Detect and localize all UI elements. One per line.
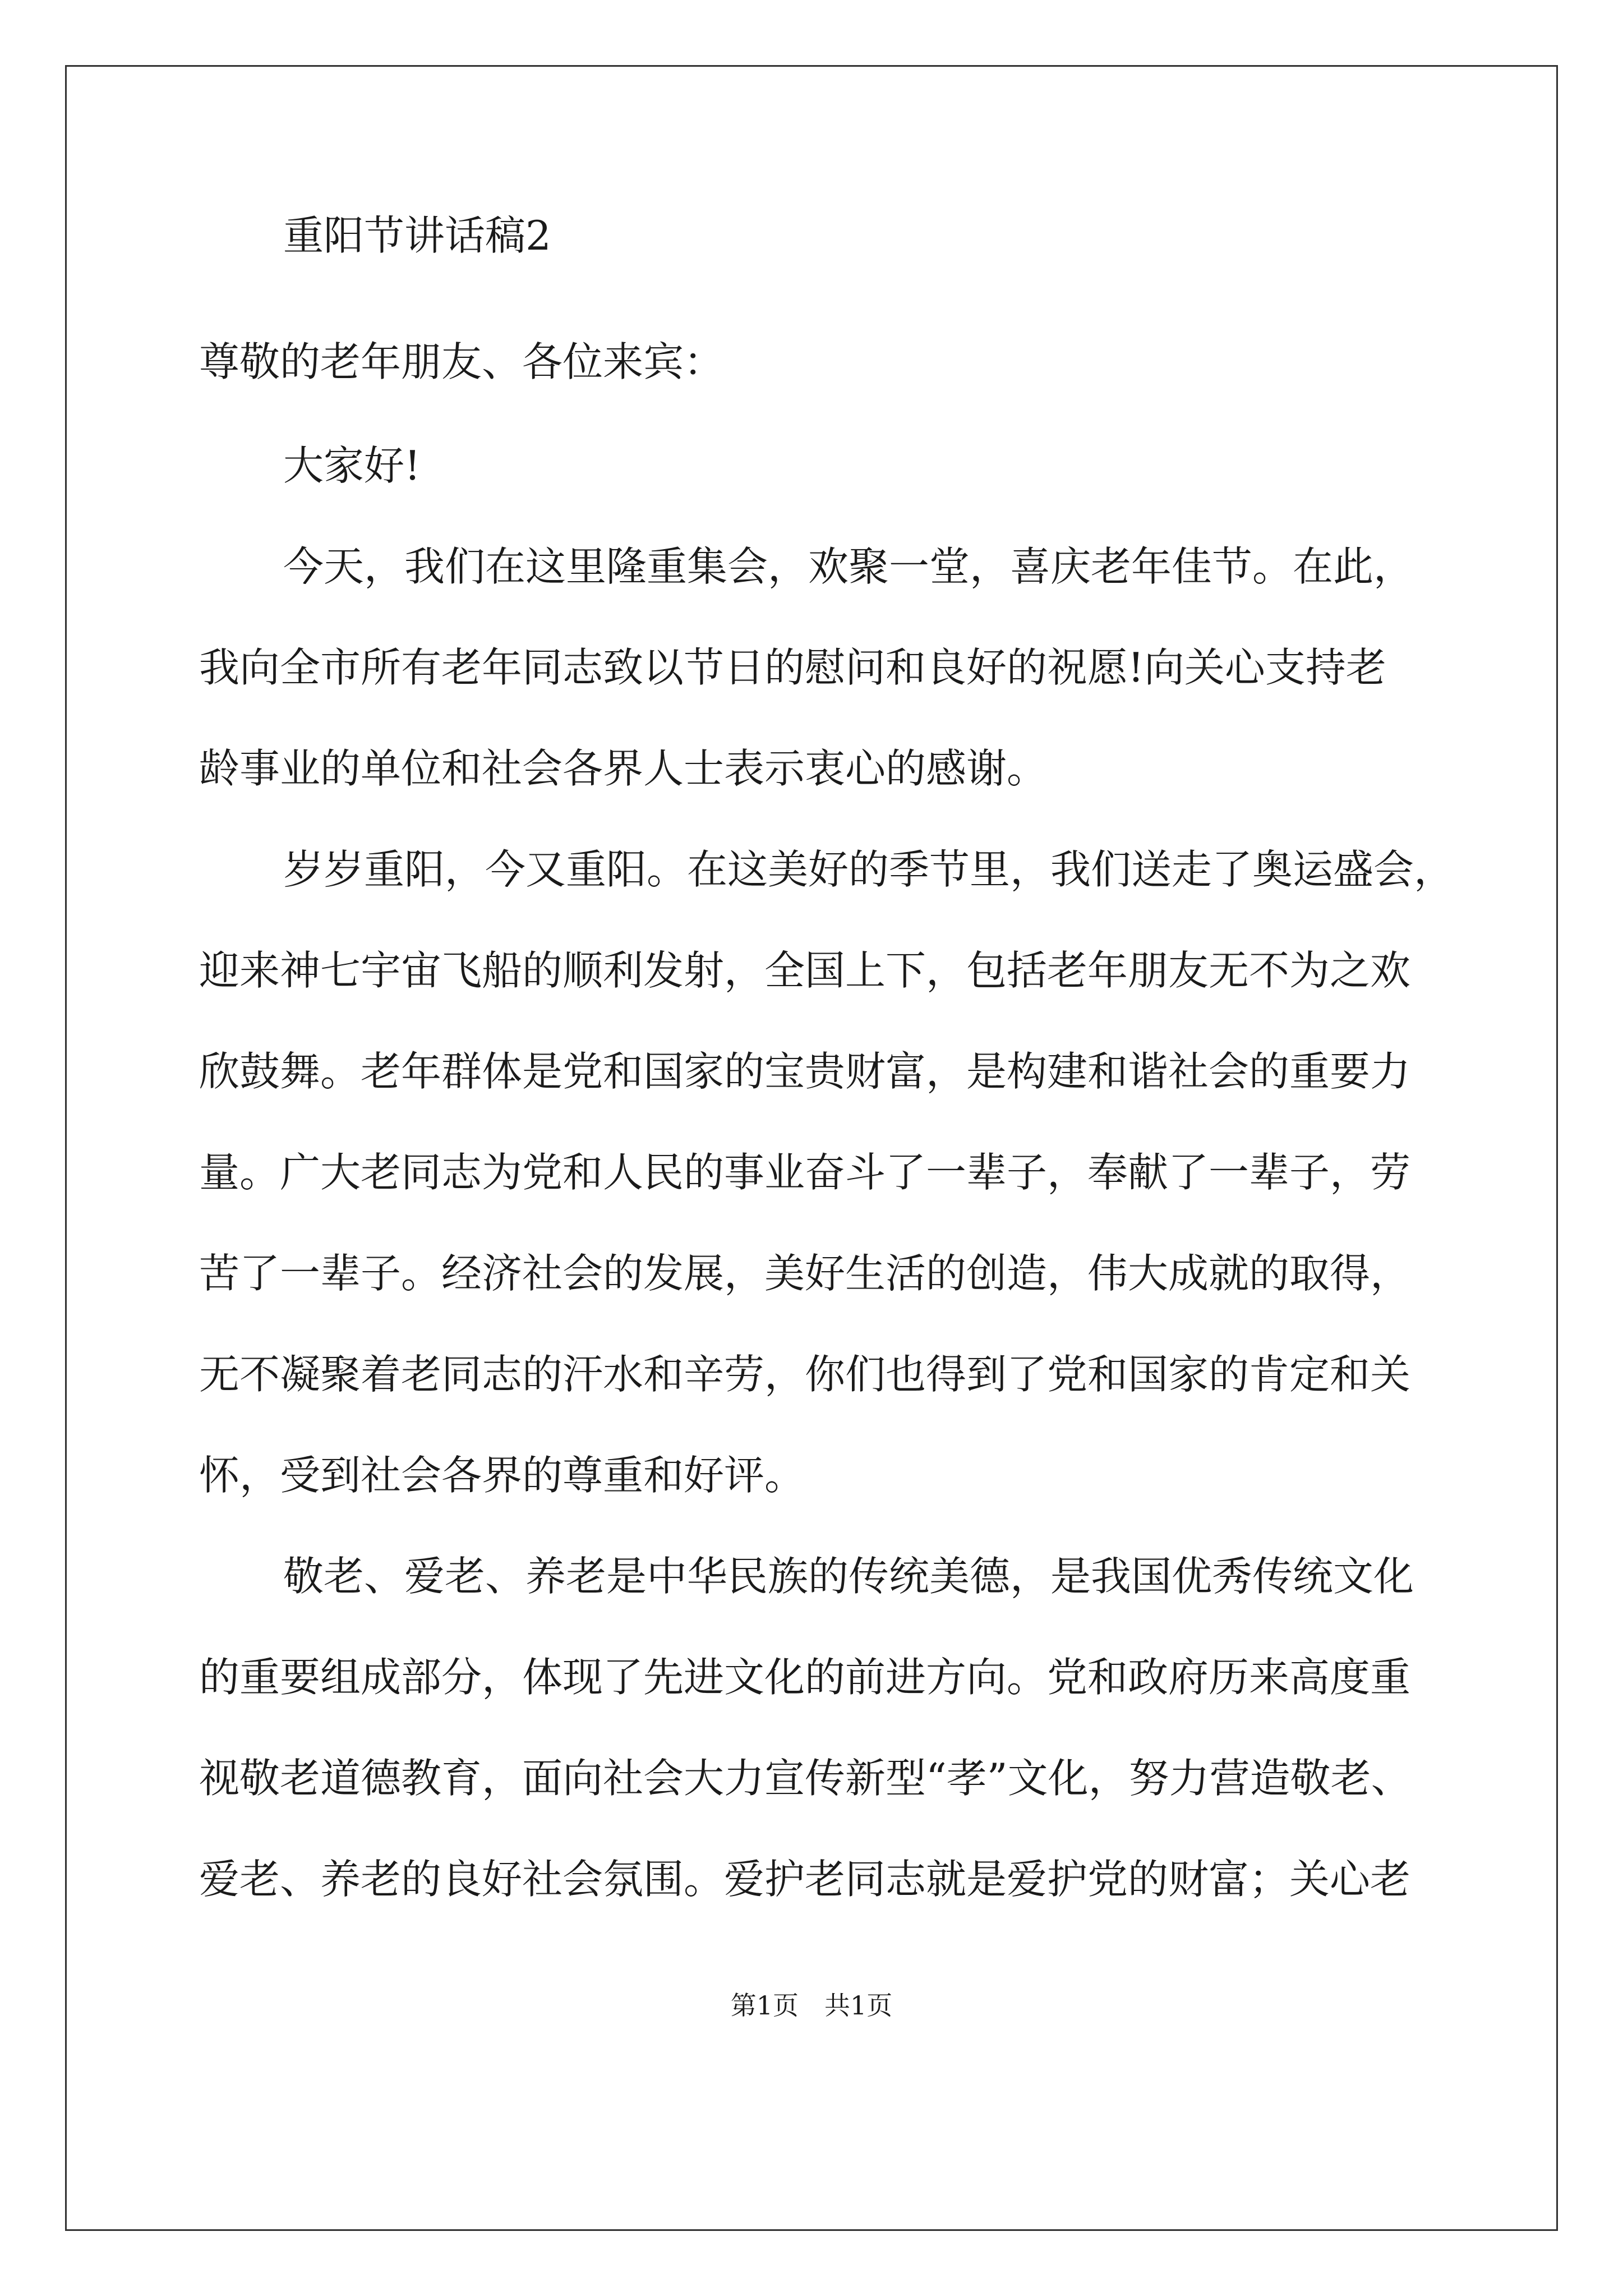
paragraph-line: 我向全市所有老年同志致以节日的慰问和良好的祝愿!向关心支持老 <box>199 644 1386 691</box>
paragraph-line: 无不凝聚着老同志的汗水和辛劳，你们也得到了党和国家的肯定和关 <box>199 1351 1411 1398</box>
paragraph-line: 量。广大老同志为党和人民的事业奋斗了一辈子，奉献了一辈子，劳 <box>199 1149 1411 1196</box>
paragraph-line: 怀，受到社会各界的尊重和好评。 <box>199 1452 805 1499</box>
paragraph-line: 视敬老道德教育，面向社会大力宣传新型“孝”文化，努力营造敬老、 <box>199 1755 1412 1802</box>
document-title: 重阳节讲话稿2 <box>283 212 551 259</box>
paragraph-line: 大家好! <box>283 442 421 489</box>
paragraph-line: 爱老、养老的良好社会氛围。爱护老同志就是爱护党的财富；关心老 <box>199 1856 1411 1903</box>
page-number-footer: 第1页 共1页 <box>730 1990 893 2021</box>
greeting-line: 尊敬的老年朋友、各位来宾： <box>199 338 725 385</box>
paragraph-line: 欣鼓舞。老年群体是党和国家的宝贵财富，是构建和谐社会的重要力 <box>199 1048 1411 1095</box>
paragraph-line: 今天，我们在这里隆重集会，欢聚一堂，喜庆老年佳节。在此， <box>283 543 1414 590</box>
paragraph-line: 敬老、爱老、养老是中华民族的传统美德，是我国优秀传统文化 <box>283 1553 1414 1600</box>
paragraph-line: 的重要组成部分，体现了先进文化的前进方向。党和政府历来高度重 <box>199 1654 1411 1701</box>
paragraph-line: 龄事业的单位和社会各界人士表示衷心的感谢。 <box>199 745 1048 792</box>
paragraph-line: 岁岁重阳，今又重阳。在这美好的季节里，我们送走了奥运盛会， <box>283 846 1455 893</box>
paragraph-line: 苦了一辈子。经济社会的发展，美好生活的创造，伟大成就的取得， <box>199 1250 1411 1297</box>
paragraph-line: 迎来神七宇宙飞船的顺利发射，全国上下，包括老年朋友无不为之欢 <box>199 947 1411 994</box>
